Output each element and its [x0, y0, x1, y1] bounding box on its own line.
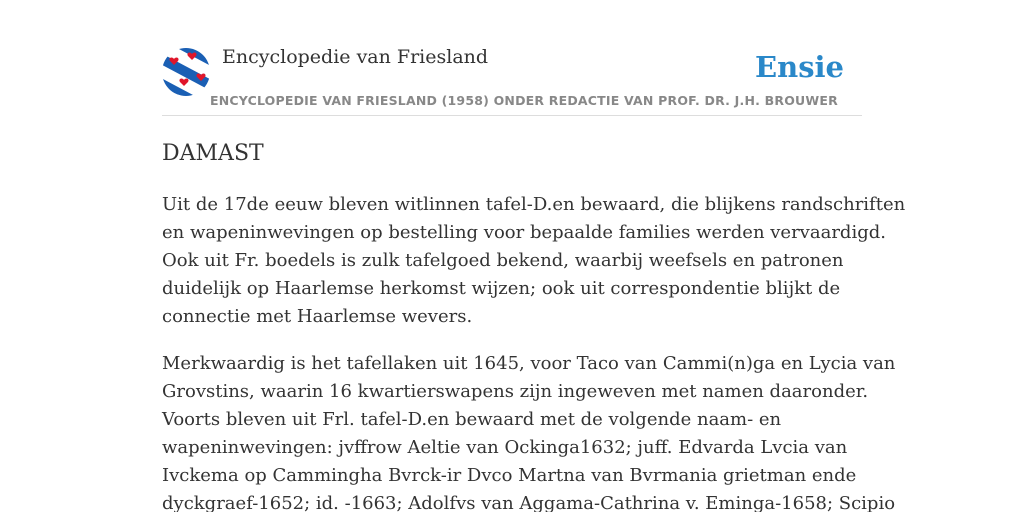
paragraph-line: duidelijk op Haarlemse herkomst wijzen; ook uit correspondentie blijkt de: [162, 278, 841, 299]
site-subtitle: ENCYCLOPEDIE VAN FRIESLAND (1958) ONDER REDACTIE VAN PROF. DR. J.H. BROUWER: [210, 93, 838, 108]
article-paragraph: [162, 350, 896, 512]
article-paragraph: [162, 191, 906, 331]
ensie-logo-link[interactable]: Ensie: [755, 50, 844, 84]
paragraph-line: Merkwaardig is het tafellaken uit 1645, voor Taco van Cammi(n)ga en Lycia van: [162, 353, 896, 374]
paragraph-line: Ook uit Fr. boedels is zulk tafelgoed bekend, waarbij weefsels en patronen: [162, 250, 844, 271]
paragraph-line: Ivckema op Camminghа Bvrck-ir Dvco Martna van Bvrmania grietman ende: [162, 465, 857, 486]
paragraph-line: Uit de 17de eeuw bleven witlinnen tafel-D.en bewaard, die blijkens randschriften: [162, 194, 906, 215]
paragraph-line: connectie met Haarlemse wevers.: [162, 306, 473, 327]
paragraph-line: Voorts bleven uit Frl. tafel-D.en bewaard met de volgende naam- en: [162, 409, 782, 430]
paragraph-line: dyckgraef-1652; id. -1663; Adolfvs van Aggama-Cathrina v. Eminga-1658; Scipio: [162, 493, 896, 512]
paragraph-line: en wapeninwevingen op bestelling voor bepaalde families werden vervaardigd.: [162, 222, 886, 243]
frisian-flag-icon[interactable]: [162, 48, 210, 96]
paragraph-line: Grovstins, waarin 16 kwartierswapens zijn ingeweven met namen daaronder.: [162, 381, 869, 402]
article: [162, 138, 906, 512]
paragraph-line: wapeninwevingen: jvffrow Aeltie van Ockinga1632; juff. Edvarda Lvcia van: [162, 437, 848, 458]
site-header: [162, 44, 862, 116]
article-title: DAMAST: [162, 141, 264, 166]
site-title[interactable]: Encyclopedie van Friesland: [222, 46, 489, 68]
